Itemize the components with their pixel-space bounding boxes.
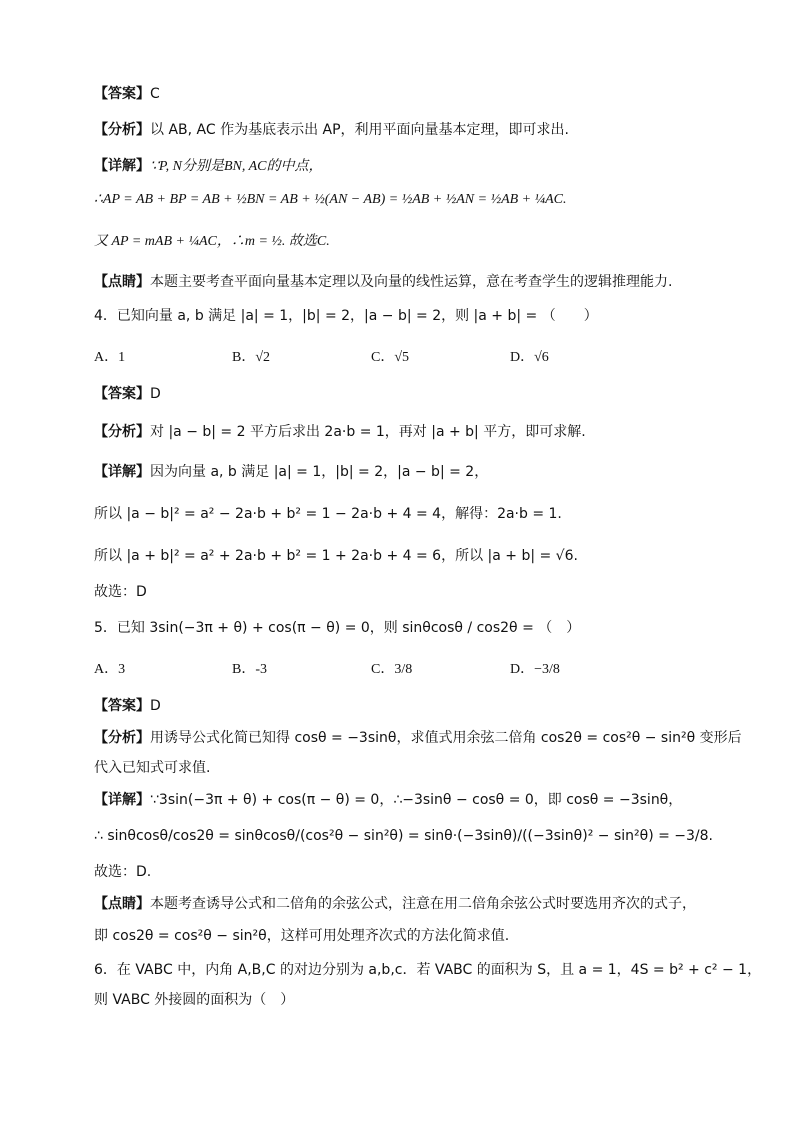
q5-option-b: B．-3: [232, 662, 267, 677]
q5-answer: [94, 696, 161, 716]
q4-stem: 4．已知向量 a, b 满足 |a| = 1，|b| = 2，|a − b| = 2，则 |a + b| = （ ）: [94, 308, 598, 324]
analysis-tag: 【分析】: [94, 424, 150, 440]
detail-line-1: ∵3sin(−3π + θ) + cos(π − θ) = 0，∴−3sinθ − cosθ = 0，即 cosθ = −3sinθ，: [150, 792, 683, 808]
q5-analysis: [94, 728, 742, 748]
analysis-text-1: 用诱导公式化简已知得 cosθ = −3sinθ，求值式用余弦二倍角 cos2θ = cos²θ − sin²θ 变形后: [150, 730, 742, 746]
q5-option-c: C．3/8: [371, 662, 413, 677]
comment-tag: 【点睛】: [94, 896, 150, 912]
q5-stem: 5．已知 3sin(−3π + θ) + cos(π − θ) = 0，则 sinθcosθ / cos2θ = （ ）: [94, 620, 581, 636]
detail-line-1: ∵P, N分别是BN, AC的中点，: [150, 159, 323, 174]
answer-value: D: [150, 698, 161, 714]
answer-tag: 【答案】: [94, 86, 150, 102]
q5-analysis-line-2: 代入已知式可求值.: [94, 760, 211, 776]
q4-answer: [94, 384, 161, 404]
q4-analysis: [94, 422, 586, 442]
q6-stem-line-1: 6．在 VABC 中，内角 A,B,C 的对边分别为 a,b,c．若 VABC 的面积为 S，且 a = 1，4S = b² + c² − 1，: [94, 962, 762, 978]
q4-option-d: D．√6: [510, 350, 549, 365]
q4-option-a: A．1: [94, 350, 126, 365]
analysis-tag: 【分析】: [94, 730, 150, 746]
q5-detail-line-2: ∴ sinθcosθ/cos2θ = sinθcosθ/(cos²θ − sin²θ) = sinθ·(−3sinθ)/((−3sinθ)² − sin²θ) = −3/8.: [94, 828, 713, 844]
comment-tag: 【点睛】: [94, 274, 150, 290]
analysis-text: 以 AB, AC 作为基底表示出 AP，利用平面向量基本定理，即可求出.: [150, 122, 570, 138]
comment-text-1: 本题考查诱导公式和二倍角的余弦公式，注意在用二倍角余弦公式时要选用齐次的式子，: [150, 896, 696, 912]
q3-detail: [94, 156, 323, 177]
q4-choose: 故选：D: [94, 584, 147, 600]
q3-analysis: [94, 120, 569, 140]
detail-tag: 【详解】: [94, 158, 150, 174]
q4-detail: [94, 462, 488, 482]
q4-detail-line-3: 所以 |a + b|² = a² + 2a·b + b² = 1 + 2a·b + 4 = 6，所以 |a + b| = √6.: [94, 548, 578, 564]
q5-detail: [94, 790, 682, 810]
detail-line-1: 因为向量 a, b 满足 |a| = 1，|b| = 2，|a − b| = 2，: [150, 464, 489, 480]
q3-detail-line-2: ∴AP = AB + BP = AB + ½BN = AB + ½(AN − AB) = ½AB + ½AN = ½AB + ¼AC.: [94, 192, 567, 207]
q5-comment-line-2: 即 cos2θ = cos²θ − sin²θ，这样可用处理齐次式的方法化简求值.: [94, 928, 510, 944]
q3-answer: [94, 84, 160, 104]
comment-text: 本题主要考查平面向量基本定理以及向量的线性运算，意在考查学生的逻辑推理能力.: [150, 274, 673, 290]
answer-tag: 【答案】: [94, 386, 150, 402]
q3-detail-line-3: 又 AP = mAB + ¼AC，∴m = ½. 故选C.: [94, 234, 330, 249]
detail-tag: 【详解】: [94, 792, 150, 808]
q5-comment: [94, 894, 696, 914]
answer-value: C: [150, 86, 160, 102]
q5-option-d: D．−3/8: [510, 662, 560, 677]
answer-value: D: [150, 386, 161, 402]
q6-stem-line-2: 则 VABC 外接圆的面积为（ ）: [94, 992, 295, 1008]
analysis-tag: 【分析】: [94, 122, 150, 138]
q4-option-c: C．√5: [371, 350, 410, 365]
q5-choose: 故选：D.: [94, 864, 152, 880]
analysis-text: 对 |a − b| = 2 平方后求出 2a·b = 1，再对 |a + b| 平方，即可求解.: [150, 424, 586, 440]
q3-comment: [94, 272, 672, 292]
answer-tag: 【答案】: [94, 698, 150, 714]
q4-option-b: B．√2: [232, 350, 271, 365]
q5-option-a: A．3: [94, 662, 126, 677]
q4-detail-line-2: 所以 |a − b|² = a² − 2a·b + b² = 1 − 2a·b + 4 = 4，解得：2a·b = 1.: [94, 506, 562, 522]
detail-tag: 【详解】: [94, 464, 150, 480]
